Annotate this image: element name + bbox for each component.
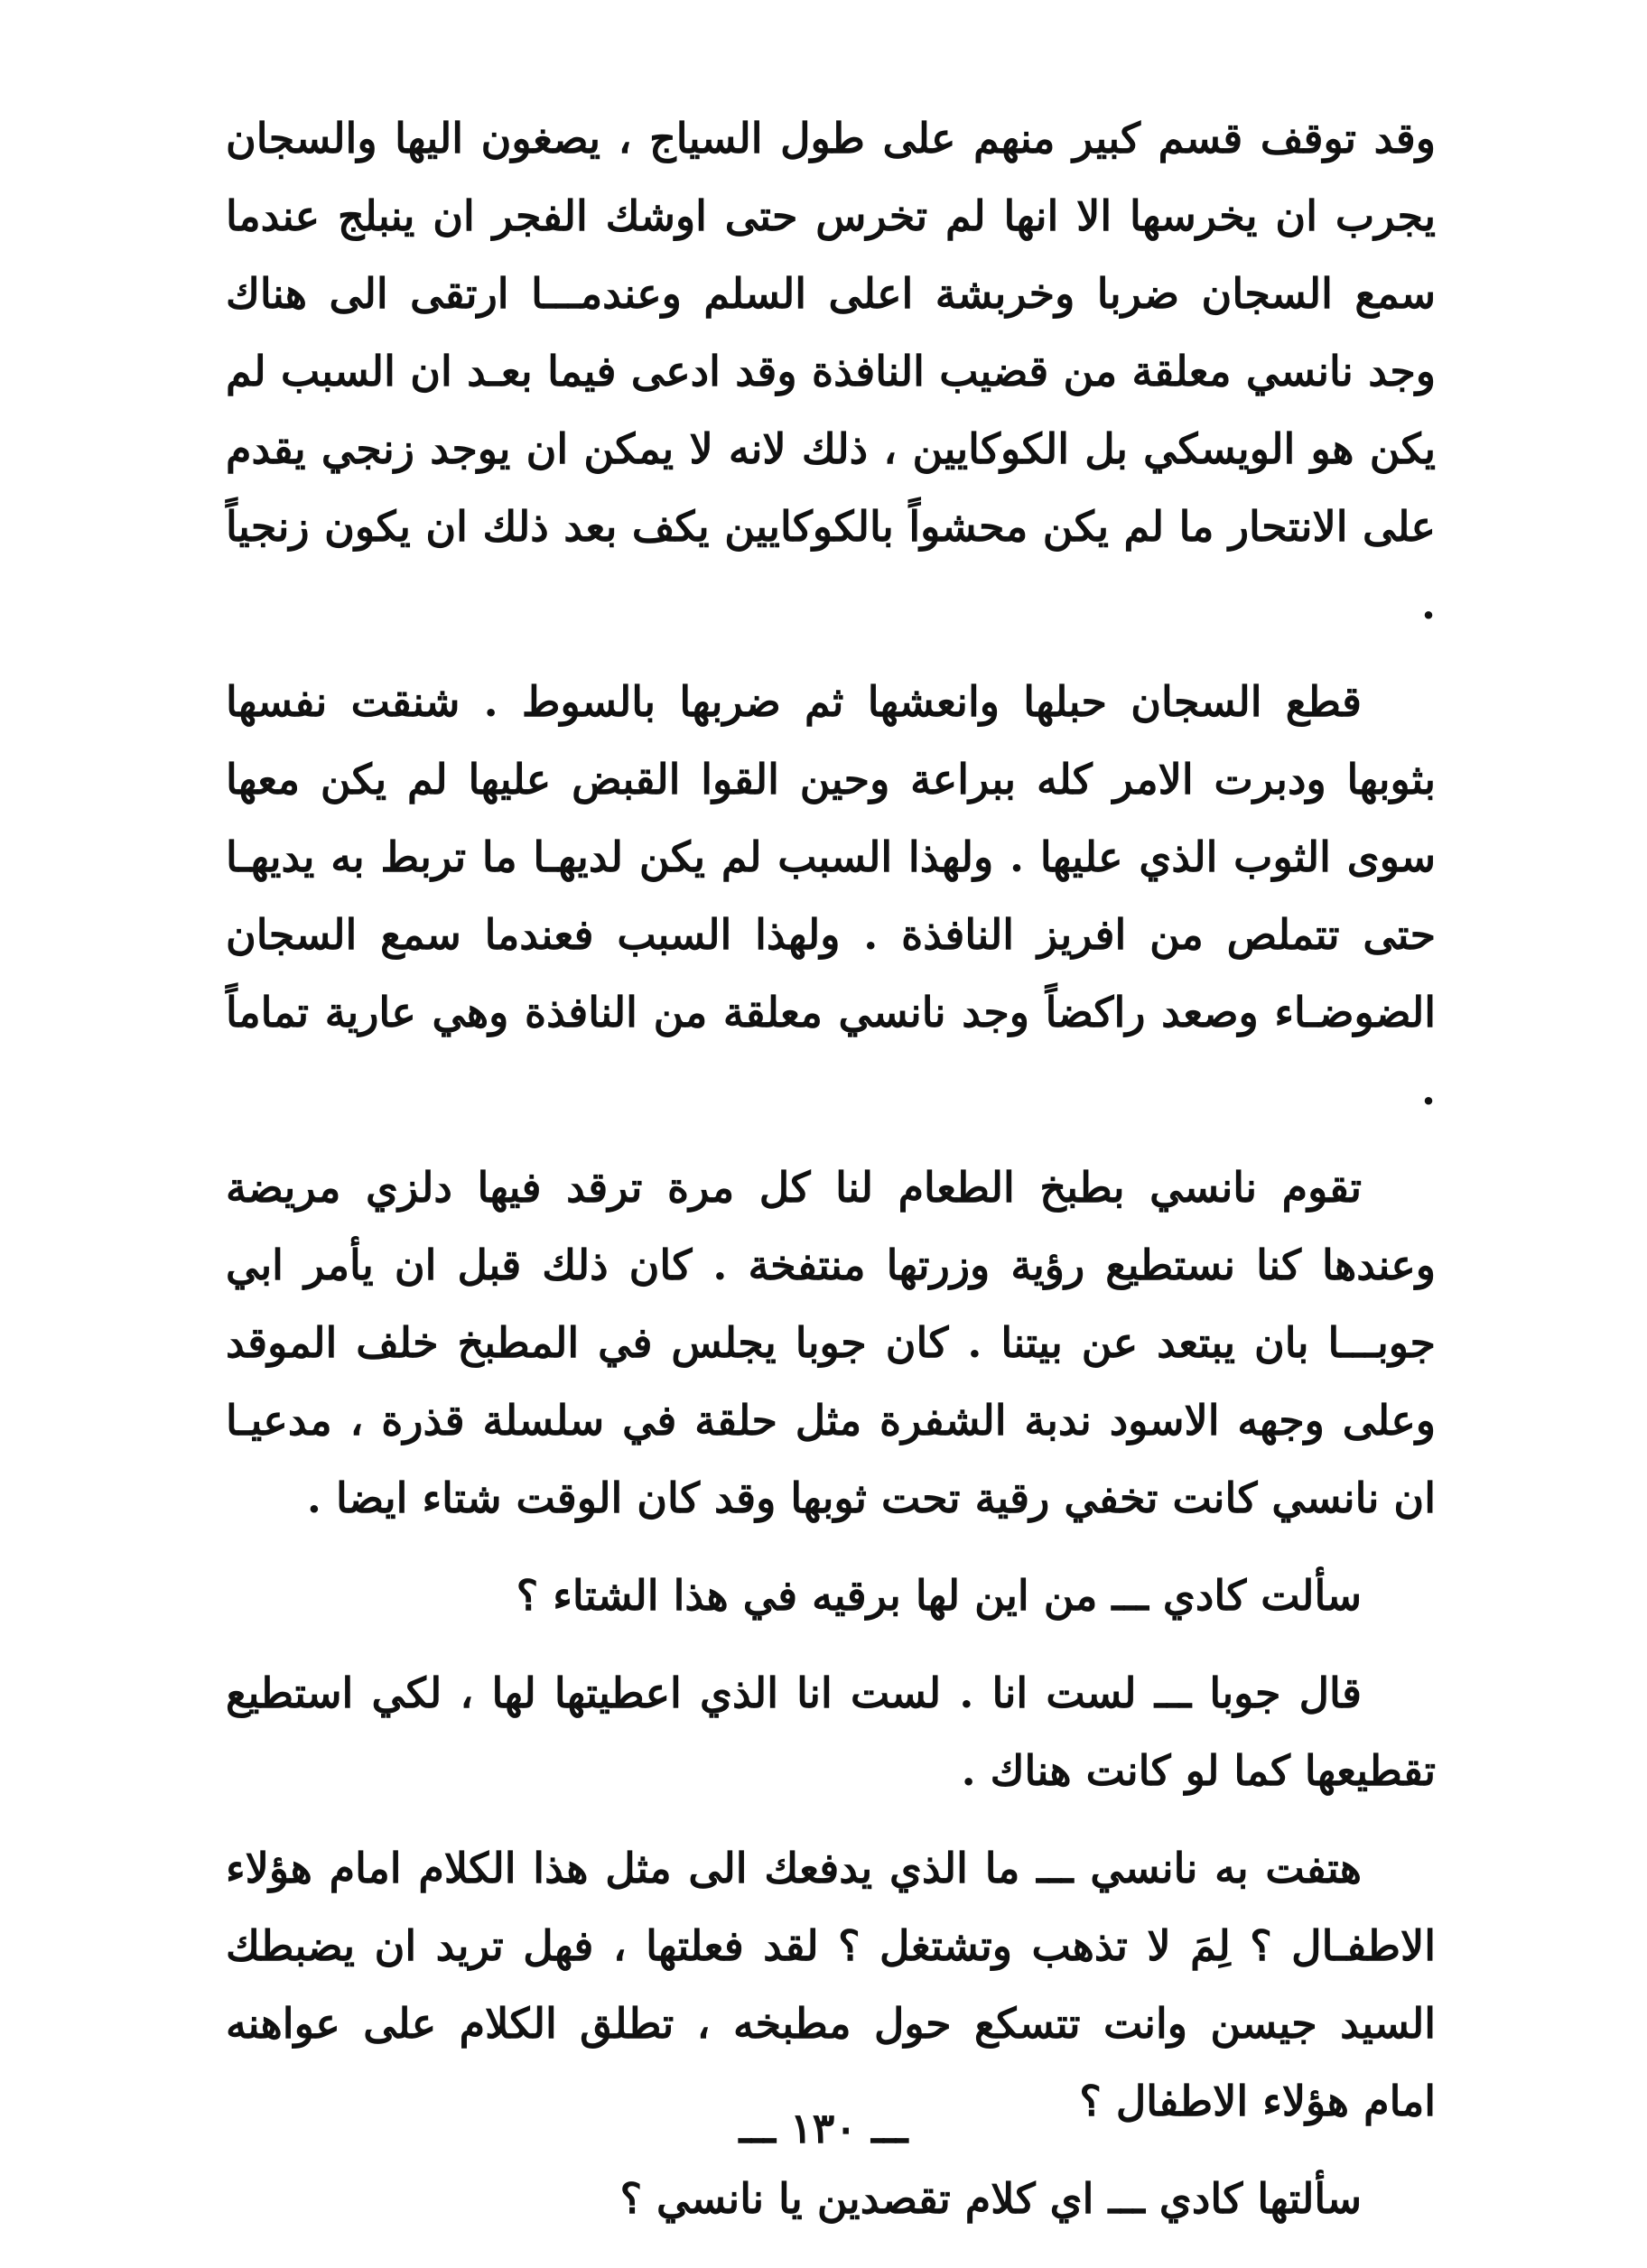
book-page <box>226 99 1437 2223</box>
paragraph-7: سألتها كادي ـــ اي كلام تقصدين يا نانسي ؟ <box>619 2174 1362 2223</box>
page-number: ـــ ١٣٠ ـــ <box>739 2104 908 2152</box>
paragraph-2: قطع السجان حبلها وانعشها ثم ضربها بالسوط . شنقت نفسها بثوبها ودبرت الامر كله ببراعة وحين القوا القبض عليها لم يكن معها سوى الثوب الذي عليها . ولهذا السبب لم يكن لديهـا ما تربط به يديهـا حتى تتملص من افريز النافذة . ولهذا السبب فعندما سمع السجان الضوضـاء وصعد راكضاً وجد نانسي معلقة من النافذة وهي عارية تماماً . <box>226 677 1437 1114</box>
paragraph-3: تقوم نانسي بطبخ الطعام لنا كل مرة ترقد فيها دلزي مريضة وعندها كنا نستطيع رؤية وزرتها منتفخة . كان ذلك قبل ان يأمر ابي جوبـــا بان يبتعد عن بيتنا . كان جوبا يجلس في المطبخ خلف الموقد وعلى وجهه الاسود ندبة الشفرة مثل حلقة في سلسلة قذرة ، مدعيـا ان نانسي كانت تخفي رقية تحت ثوبها وقد كان الوقت شتاء ايضا . <box>226 1163 1436 1522</box>
paragraph-6: هتفت به نانسي ـــ ما الذي يدفعك الى مثل هذا الكلام امام هؤلاء الاطفـال ؟ لِمَ لا تذهب وتشتغل ؟ لقد فعلتها ، فهل تريد ان يضبطك السيد جيسن وانت تتسكع حول مطبخه ، تطلق الكلام على عواهنه امام هؤلاء الاطفال ؟ <box>226 1844 1436 2125</box>
paragraph-5: قال جوبا ـــ لست انا . لست انا الذي اعطيتها لها ، لكي استطيع تقطيعها كما لو كانت هناك . <box>226 1668 1436 1795</box>
paragraph-1: وقد توقف قسم كبير منهم على طول السياج ، يصغون اليها والسجان يجرب ان يخرسها الا انها لم تخرس حتى اوشك الفجر ان ينبلج عندما سمع السجان ضربا وخربشة اعلى السلم وعندمـــا ارتقى الى هناك وجد نانسي معلقة من قضيب النافذة وقد ادعى فيما بعـد ان السبب لم يكن هو الويسكي بل الكوكايين ، ذلك لانه لا يمكن ان يوجد زنجي يقدم على الانتحار ما لم يكن محشواً بالكوكايين يكف بعد ذلك ان يكون زنجياً . <box>226 114 1436 628</box>
paragraph-4: سألت كادي ـــ من اين لها برقيه في هذا الشتاء ؟ <box>516 1571 1362 1620</box>
